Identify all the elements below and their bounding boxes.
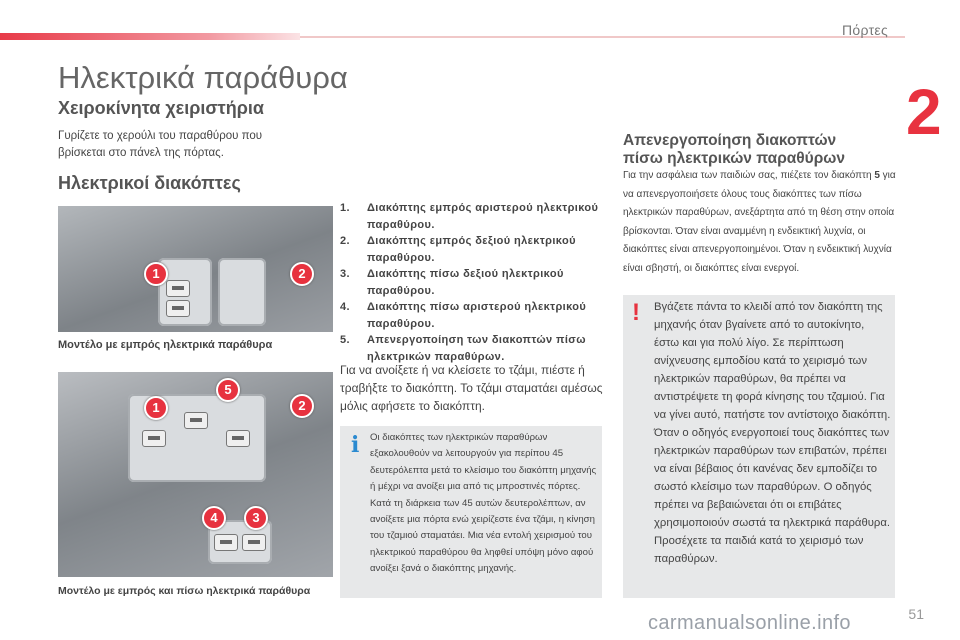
chapter-number: 2 — [906, 76, 942, 148]
section-title: Πόρτες — [842, 22, 888, 38]
warning-icon: ! — [632, 299, 640, 326]
page-number: 51 — [908, 606, 924, 622]
console-panel-right — [218, 258, 266, 326]
deactivation-heading: Απενεργοποίηση διακοπτών πίσω ηλεκτρικών παραθύρων — [623, 132, 846, 167]
switch-list — [340, 200, 605, 365]
switch-front-right — [166, 300, 190, 317]
switch-operation-note: Για να ανοίξετε ή να κλείσετε το τζάμι, πιέστε ή τραβήξτε το διακόπτη. Το τζάμι σταματάει αμέσως μόλις αφήσετε το διακόπτη. — [340, 363, 603, 413]
list-item: 5. Απενεργοποίηση των διακοπτών πίσω ηλεκτρικών παραθύρων. — [340, 334, 586, 363]
header-accent-bar — [0, 33, 300, 40]
switch-rear-right — [242, 534, 266, 551]
warning-box — [623, 295, 895, 598]
front-rear-windows-photo — [58, 372, 333, 577]
switch-front-right — [226, 430, 250, 447]
list-item: 2. Διακόπτης εμπρός δεξιού ηλεκτρικού παραθύρου. — [340, 235, 576, 264]
info-icon: i — [351, 432, 360, 458]
badge-2: 2 — [290, 394, 314, 418]
badge-1: 1 — [144, 262, 168, 286]
page-title: Ηλεκτρικά παράθυρα — [58, 60, 348, 95]
switch-front-left — [166, 280, 190, 297]
badge-5: 5 — [216, 378, 240, 402]
list-item: 4. Διακόπτης πίσω αριστερού ηλεκτρικού παραθύρου. — [340, 301, 587, 330]
badge-1: 1 — [144, 396, 168, 420]
list-item: 3. Διακόπτης πίσω δεξιού ηλεκτρικού παραθύρου. — [340, 268, 564, 297]
front-windows-photo — [58, 206, 333, 332]
caption-front-rear-windows: Μοντέλο με εμπρός και πίσω ηλεκτρικά παράθυρα — [58, 585, 311, 597]
switch-child-lock — [184, 412, 208, 429]
caption-front-windows: Μοντέλο με εμπρός ηλεκτρικά παράθυρα — [58, 339, 273, 351]
warning-text: Βγάζετε πάντα το κλειδί από τον διακόπτη της μηχανής όταν βγαίνετε από το αυτοκίνητο, έστω και για πολύ λίγο. Σε περίπτωση ανίχνευσης εμποδίου κατά το χειρισμό των ηλεκτρικών παραθύρων, θα πρέπει να αντιστρέψετε τη φορά κίνησης του τζαμιού. Για να γίνει αυτό, πατήστε τον αντίστοιχο διακόπτη. Όταν ο οδηγός ενεργοποιεί τους διακόπτες των ηλεκτρικών παραθύρων των επιβατών, πρέπει να είναι βέβαιος ότι κανένας δεν εμποδίζει το σωστό κλείσιμο των παραθύρων. Ο οδηγός πρέπει να βεβαιώνεται ότι οι επιβάτες χρησιμοποιούν σωστά τα ηλεκτρικά παράθυρα. Προσέχετε τα παιδιά κατά το χειρισμό των παραθύρων. — [654, 301, 891, 565]
badge-2: 2 — [290, 262, 314, 286]
manual-controls-heading: Χειροκίνητα χειριστήρια — [58, 98, 264, 118]
info-box — [340, 426, 602, 598]
manual-controls-text: Γυρίζετε το χερούλι του παραθύρου που βρίσκεται στο πάνελ της πόρτας. — [58, 130, 263, 159]
info-text: Οι διακόπτες των ηλεκτρικών παραθύρων εξακολουθούν να λειτουργούν για περίπου 45 δευτερόλεπτα μετά το κλείσιμο του διακόπτη μηχανής ή μέχρι να ανοίξει μια από τις μπροστινές πόρτες. Κατά τη διάρκεια των 45 αυτών δευτερολέπτων, αν ανοίξετε μια πόρτα ενώ χειρίζεστε ένα τζάμι, η κίνηση του τζαμιού σταματάει. Μια νέα εντολή χειρισμού του ηλεκτρικού παραθύρου θα ληφθεί υπόψη μόνο αφού ανοίξει ξανά ο διακόπτης μηχανής. — [370, 432, 597, 575]
deactivation-text: Για την ασφάλεια των παιδιών σας, πιέζετε τον διακόπτη 5 για να απενεργοποιήσετε όλους τους διακόπτες των πίσω ηλεκτρικών παραθύρων, ανεξάρτητα από τη θέση στην οποία βρίσκονται. Όταν είναι αναμμένη η ενδεικτική λυχνία, οι διακόπτες είναι απενεργοποιημένοι. Όταν η ενδεικτική λυχνία είναι σβηστή, οι διακόπτες είναι ενεργοί. — [623, 170, 896, 274]
switch-rear-left — [214, 534, 238, 551]
list-item: 1. Διακόπτης εμπρός αριστερού ηλεκτρικού παραθύρου. — [340, 202, 599, 231]
badge-3: 3 — [244, 506, 268, 530]
electric-switches-heading: Ηλεκτρικοί διακόπτες — [58, 173, 241, 193]
watermark: carmanualsonline.info — [648, 612, 851, 634]
switch-front-left — [142, 430, 166, 447]
badge-4: 4 — [202, 506, 226, 530]
